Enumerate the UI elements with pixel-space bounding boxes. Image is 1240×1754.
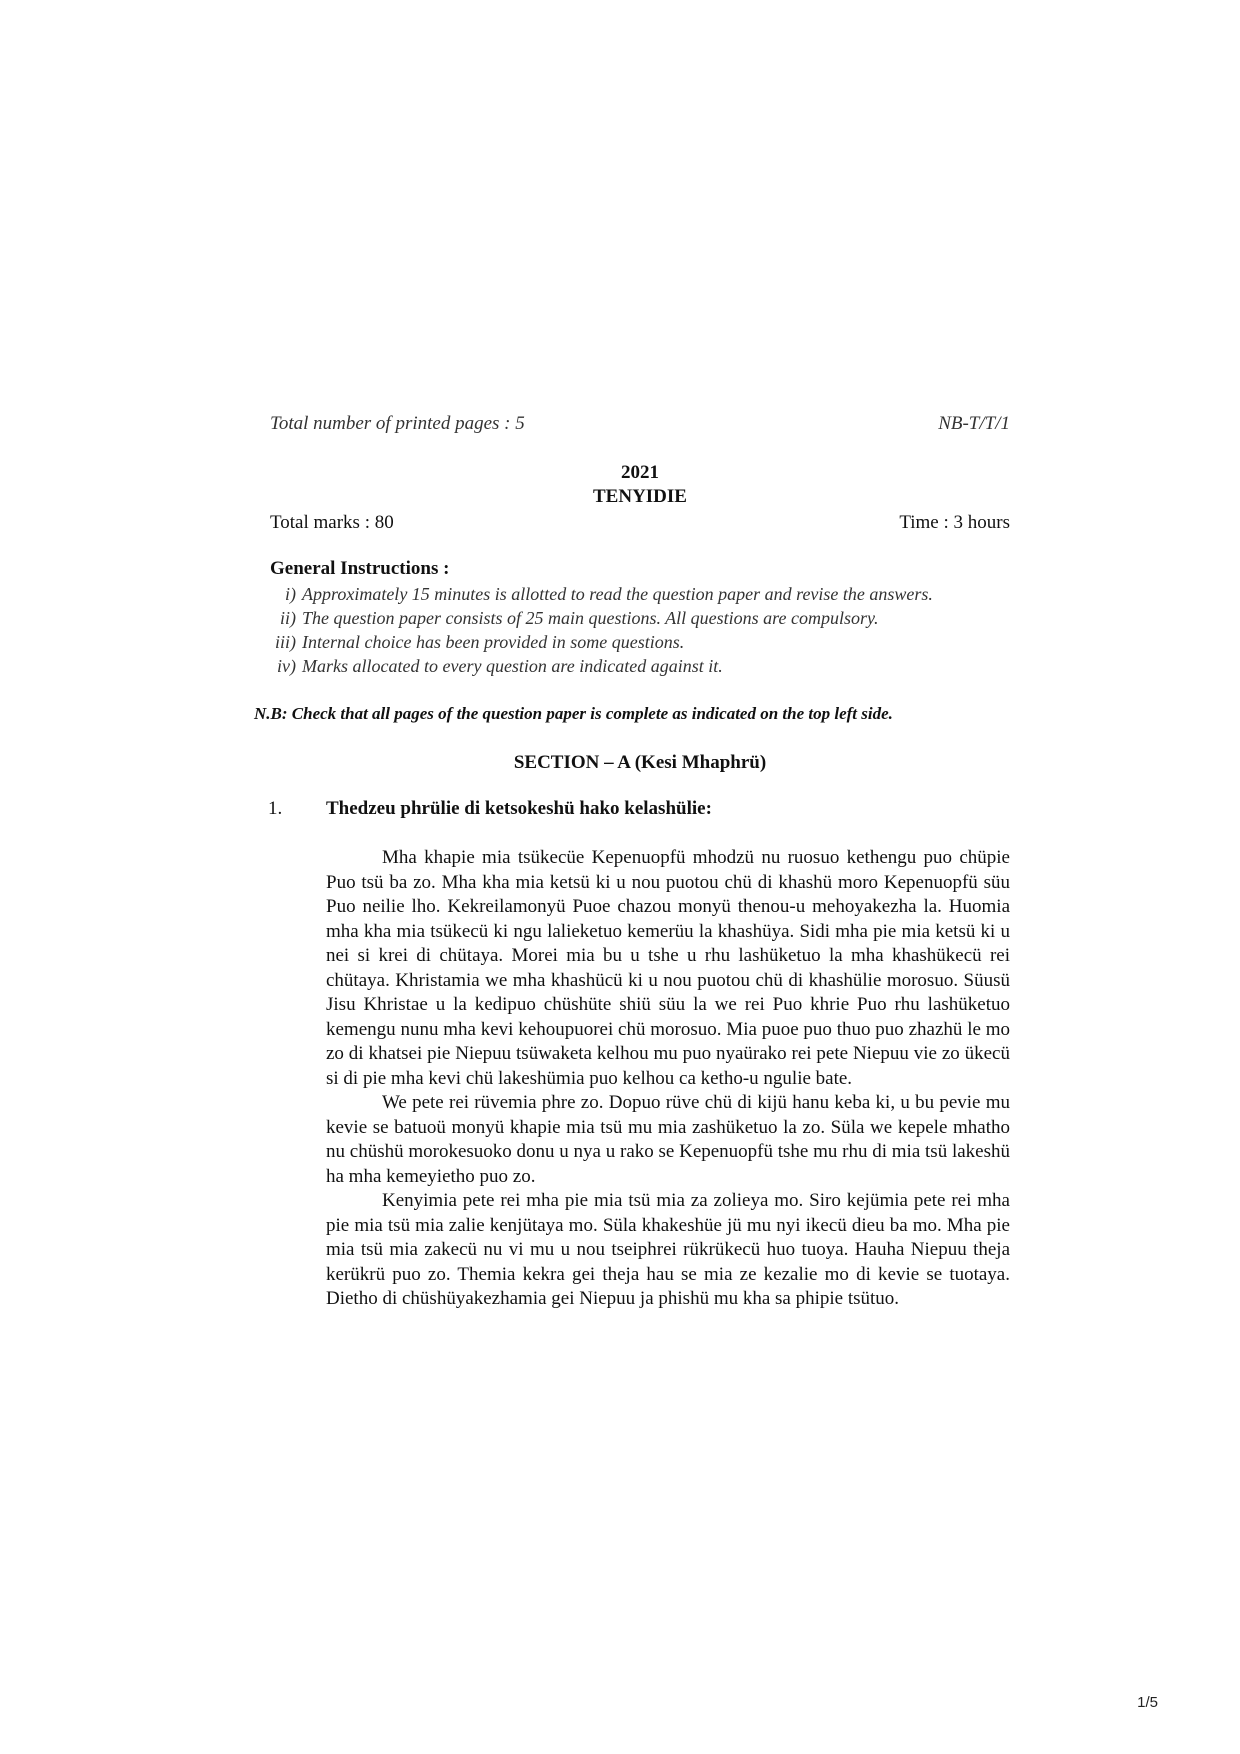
nb-note: N.B: Check that all pages of the question paper is complete as indicated on the top left side. [254, 704, 893, 723]
instructions-list [250, 582, 1020, 678]
instruction-text: Marks allocated to every question are indicated against it. [302, 656, 723, 676]
instruction-text: Approximately 15 minutes is allotted to read the question paper and revise the answers. [302, 584, 933, 604]
passage-paragraph: Mha khapie mia tsükecüe Kepenuopfü mhodzü nu ruosuo kethengu puo chüpie Puo tsü ba zo. Mha kha mia ketsü ki u nou puotou chü di khashü moro Kepenuopfü süu Puo neilie lho. Kekreilamonyü Puoe chazou monyü thenou-u mehoyakezha la. Huomia mha kha mia tsükecü ki ngu lalieketuo kemerüu la khashüya. Sidi mha pie mia ketsü ki u nei si krei di chütaya. Morei mia bu u tshe u rhu lashüketuo la mha khashükecü rei chütaya. Khristamia we mha khashücü ki u nou puotou chü di khashülie morosuo. Süusü Jisu Khristae u la kedipuo chüshüte shiü süu la we rei Puo khrie Puo rhu lashüketuo kemengu nunu mha kevi kehoupuorei chü morosuo. Mia puoe puo thuo puo zhazhü le mo zo di khatsei pie Niepuu tsüwaketa kelhou mu puo nyaürako rei pete Niepuu vie zo ükecü si di pie mha kevi chü lakeshümia puo kelhou ca ketho-u ngulie bate. [326, 847, 1010, 1089]
page-header [270, 413, 1010, 435]
question-heading [268, 798, 1008, 820]
marks-time-row [270, 512, 1010, 534]
section-title: SECTION – A (Kesi Mhaphrü) [513, 752, 767, 773]
instruction-text: Internal choice has been provided in some questions. [302, 632, 685, 652]
instruction-item [250, 654, 1020, 678]
instruction-number: ii) [280, 608, 296, 628]
passage-paragraph: Kenyimia pete rei mha pie mia tsü mia za zolieya mo. Siro kejümia pete rei mha pie mia tsü mia zalie kenjütaya mo. Süla khakeshüe jü mu nyi ikecü dieu ba mo. Mha pie mia tsü mia zakecü nu vi mu u nou tseiphrei rükrükecü huo tuoya. Hauha Niepuu theja kerükrü puo zo. Themia kekra gei theja hau se mia ze kezalie mo di kevie se tuotaya. Dietho di chüshüyakezhamia gei Niepuu ja phishü mu kha sa phipie tsütuo. [326, 1190, 1010, 1309]
instruction-text: The question paper consists of 25 main questions. All questions are compulsory. [302, 608, 879, 628]
passage-paragraph: We pete rei rüvemia phre zo. Dopuo rüve chü di kijü hanu keba ki, u bu pevie mu kevie se batuoü monyü khapie mia tsü mu mia zashüketuo la zo. Süla we kepele mhatho nu chüshü morokesuoko donu u nya u rako se Kepenuopfü tshe mu rhu di mia tsü lakeshü ha mha kemeyietho puo zo. [326, 1092, 1010, 1187]
exam-subject: TENYIDIE [593, 486, 687, 507]
time-allowed: Time : 3 hours [899, 512, 1010, 533]
question-number: 1. [268, 798, 283, 819]
instruction-item [250, 582, 1020, 606]
instruction-item [250, 630, 1020, 654]
instruction-number: iv) [277, 656, 296, 676]
page-number: 1/5 [1137, 1694, 1158, 1711]
instructions-title: General Instructions : [270, 558, 450, 579]
total-marks: Total marks : 80 [270, 512, 394, 533]
printed-pages-note: Total number of printed pages : 5 [270, 413, 525, 434]
question-prompt: Thedzeu phrülie di ketsokeshü hako kelashülie: [326, 798, 712, 819]
instruction-number: i) [285, 584, 296, 604]
exam-year: 2021 [621, 462, 659, 483]
instruction-item [250, 606, 1020, 630]
instruction-number: iii) [275, 632, 296, 652]
paper-code: NB-T/T/1 [938, 413, 1010, 434]
reading-passage [326, 846, 1010, 1312]
